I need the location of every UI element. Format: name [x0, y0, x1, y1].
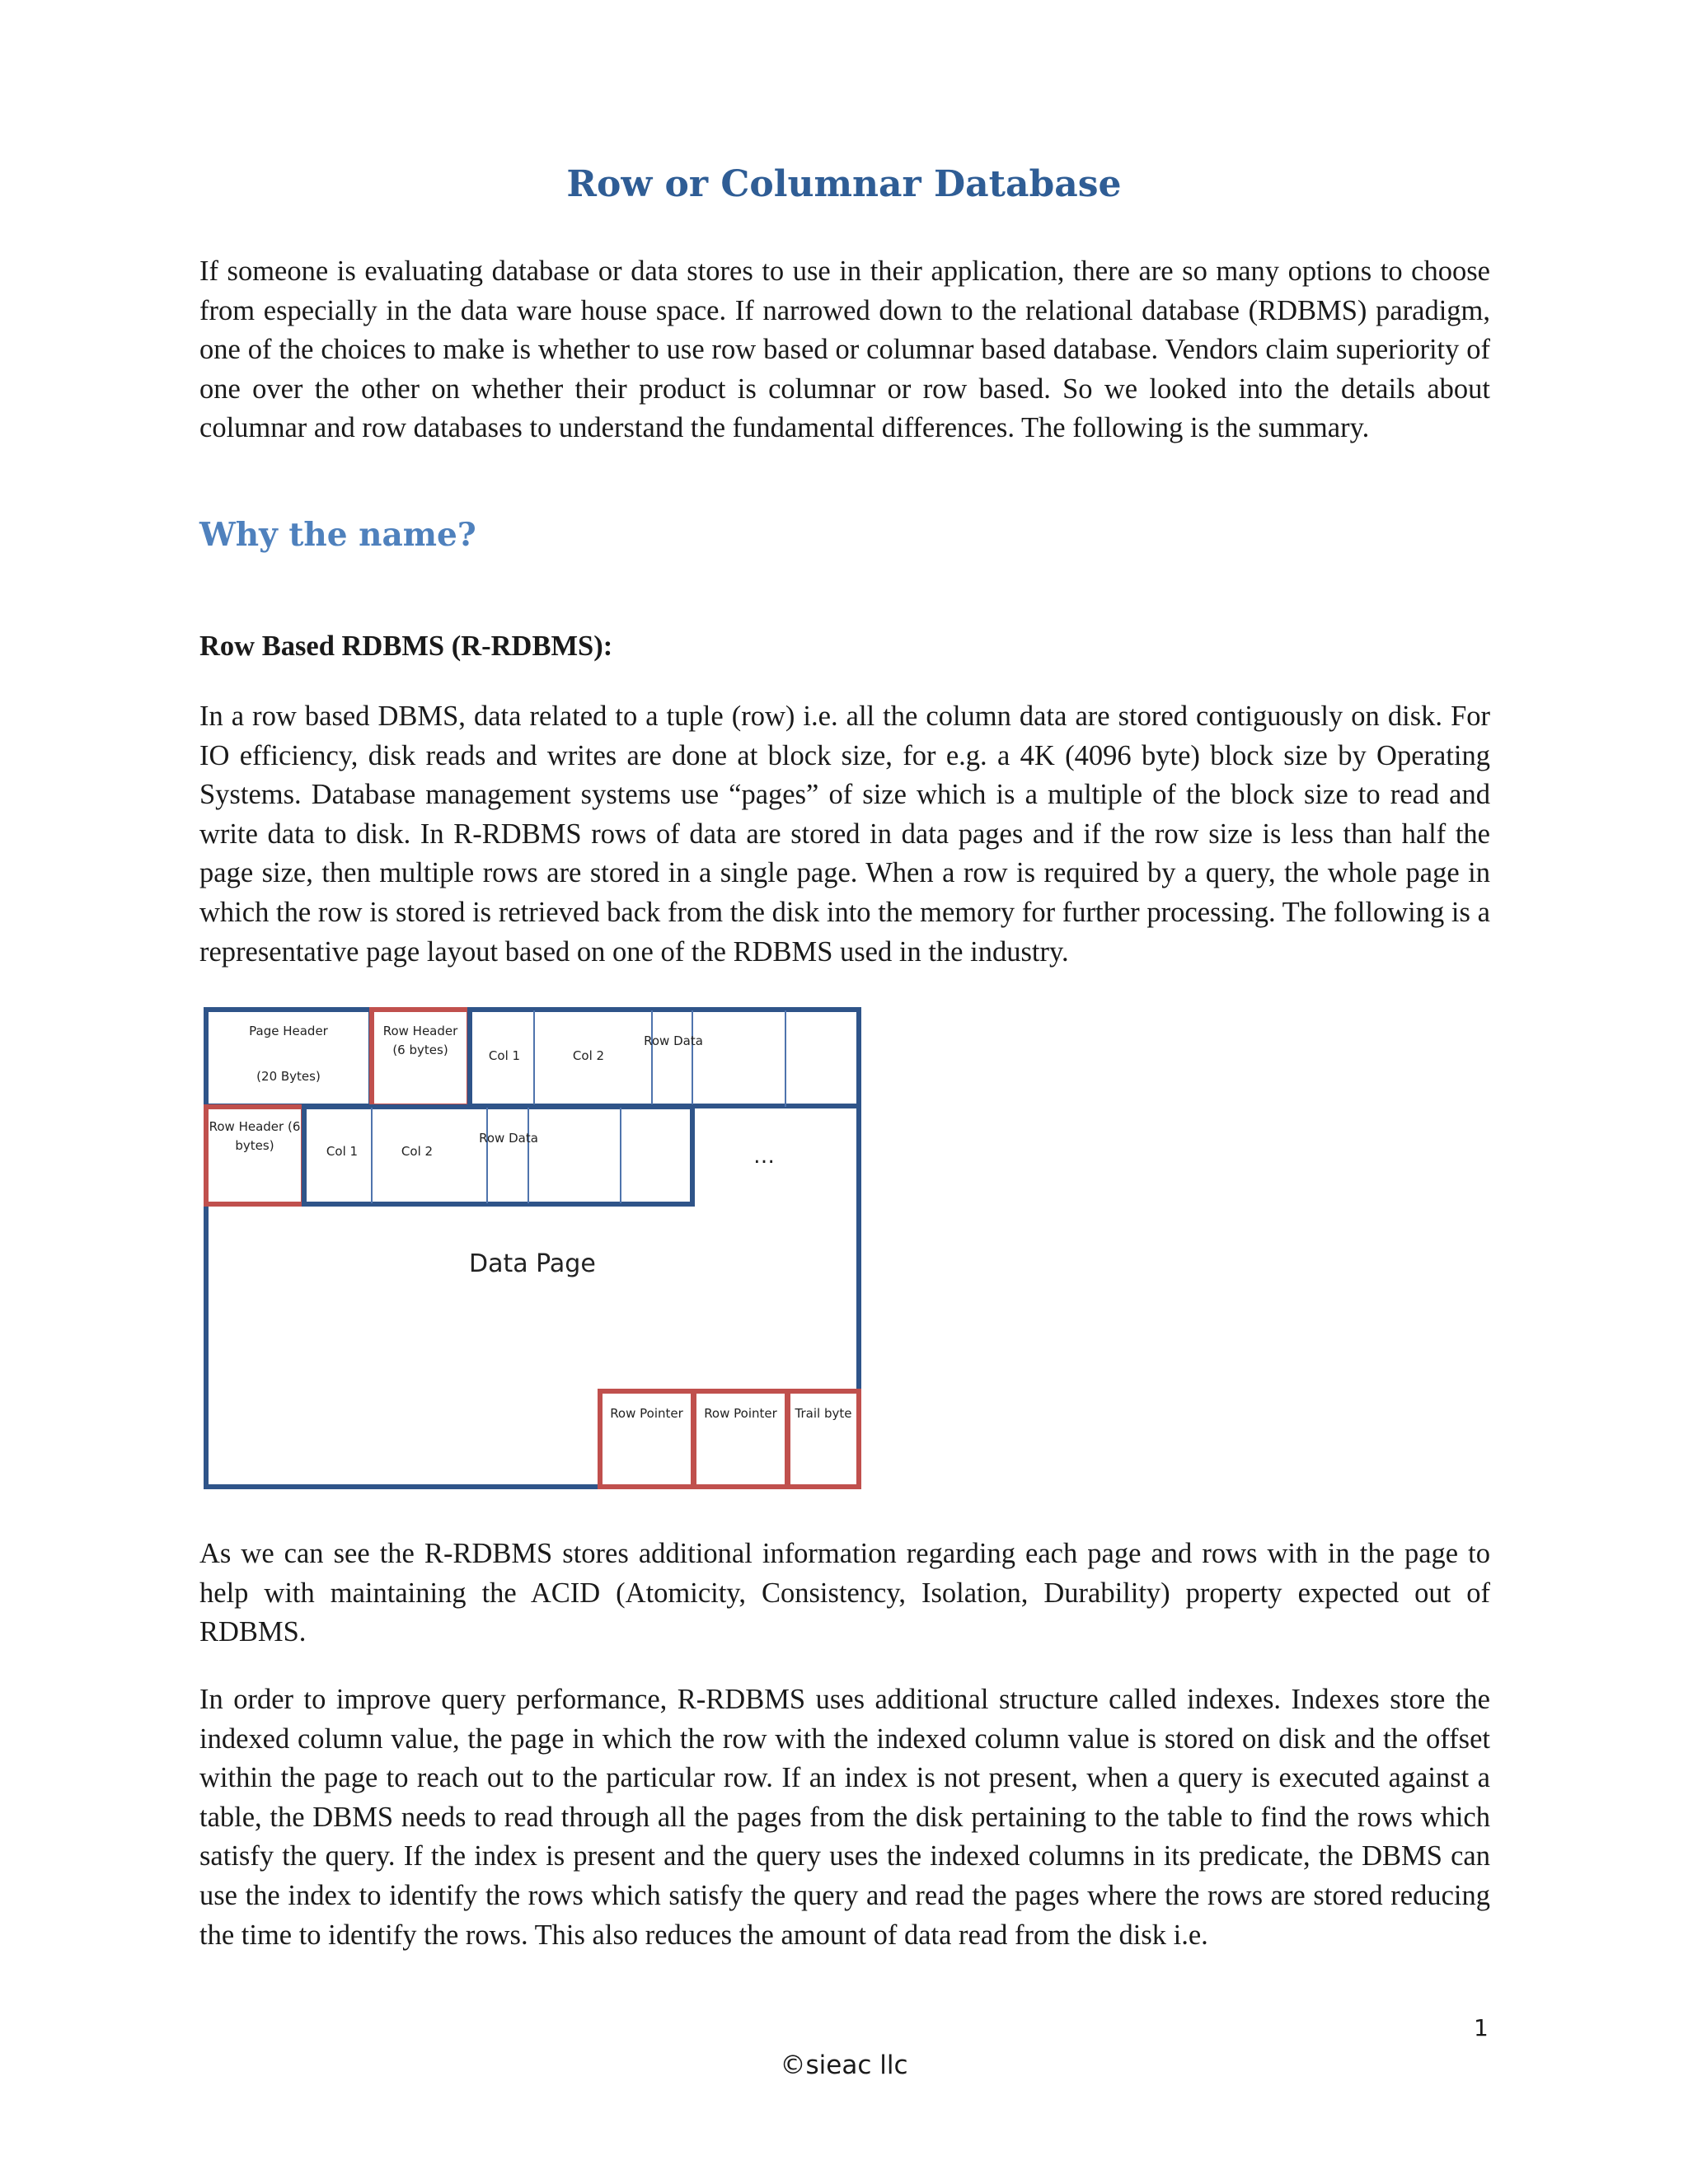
col-divider	[371, 1108, 373, 1203]
section-heading: Why the name?	[199, 516, 476, 554]
col-divider	[528, 1108, 529, 1203]
page-title: Row or Columnar Database	[566, 163, 1122, 205]
row-pointer-label-2: Row Pointer	[704, 1406, 777, 1421]
row-pointer-label-1: Row Pointer	[610, 1406, 683, 1421]
col-divider	[785, 1010, 786, 1107]
acid-paragraph: As we can see the R-RDBMS stores additional information regarding each page and rows with in the page to help with maintaining the ACID (Atomicity, Consistency, Isolation, Durability) property expected out of RDBMS.	[199, 1538, 1490, 1648]
row-data-label-b: Row Data	[479, 1131, 538, 1146]
subsection-heading: Row Based RDBMS (R-RDBMS):	[199, 630, 613, 662]
col2-label-b: Col 2	[401, 1144, 434, 1159]
col1-label-b: Col 1	[326, 1144, 359, 1159]
footer-copyright: ©sieac llc	[780, 2050, 908, 2080]
trail-byte-label: Trail byte	[795, 1406, 852, 1421]
index-paragraph: In order to improve query performance, R-RDBMS uses additional structure called indexes. Indexes store the indexed column value, the page in which the row with the indexed column value is stored on disk and the offset within the page to reach out to the particular row. If an index is not present, when a query is executed against a table, the DBMS needs to read through all the pages from the disk pertaining to the table to find the rows which satisfy the query. If the index is present and the query uses the indexed columns in its predicate, the DBMS can use the index to identify the rows which satisfy the query and read the pages where the rows are stored reducing the time to identify the rows. This also reduces the amount of data read from the disk i.e.	[199, 1684, 1490, 1951]
data-page-label: Data Page	[469, 1249, 596, 1278]
col-divider	[486, 1108, 488, 1203]
row-header-label-1: Row Header (6 bytes)	[382, 1024, 458, 1057]
col-divider	[533, 1010, 535, 1107]
ellipsis-label: …	[753, 1144, 775, 1169]
col1-label-a: Col 1	[488, 1048, 521, 1063]
col-divider	[692, 1010, 693, 1107]
row-data-label-a: Row Data	[644, 1033, 703, 1048]
page-header-size-label: (20 Bytes)	[256, 1069, 321, 1084]
col-divider	[651, 1010, 653, 1107]
row-based-paragraph: In a row based DBMS, data related to a tuple (row) i.e. all the column data are stored contiguously on disk. For IO efficiency, disk reads and writes are done at block size, for e.g. a 4K (4096 byte) block size by Operating Systems. Database management systems use “pages” of size which is a multiple of the block size to read and write data to disk. In R-RDBMS rows of data are stored in data pages and if the row size is less than half the page size, then multiple rows are stored in a single page. When a row is required by a query, the whole page in which the row is stored is retrieved back from the disk into the memory for further processing. The following is a representative page layout based on one of the RDBMS used in the industry.	[199, 701, 1490, 968]
page-number: 1	[1474, 2014, 1489, 2041]
data-page-diagram	[204, 1007, 861, 1489]
intro-paragraph: If someone is evaluating database or data stores to use in their application, there are so many options to choose from especially in the data ware house space. If narrowed down to the relational database (RDBMS) paradigm, one of the choices to make is whether to use row based or columnar based database. Vendors claim superiority of one over the other on whether their product is columnar or row based. So we looked into the details about columnar and row databases to understand the fundamental differences. The following is the summary.	[199, 255, 1490, 444]
row-header-label-2: Row Header (6 bytes)	[209, 1119, 301, 1153]
col2-label-a: Col 2	[572, 1048, 605, 1063]
page-header-label: Page Header	[249, 1024, 328, 1038]
col-divider	[620, 1108, 621, 1203]
